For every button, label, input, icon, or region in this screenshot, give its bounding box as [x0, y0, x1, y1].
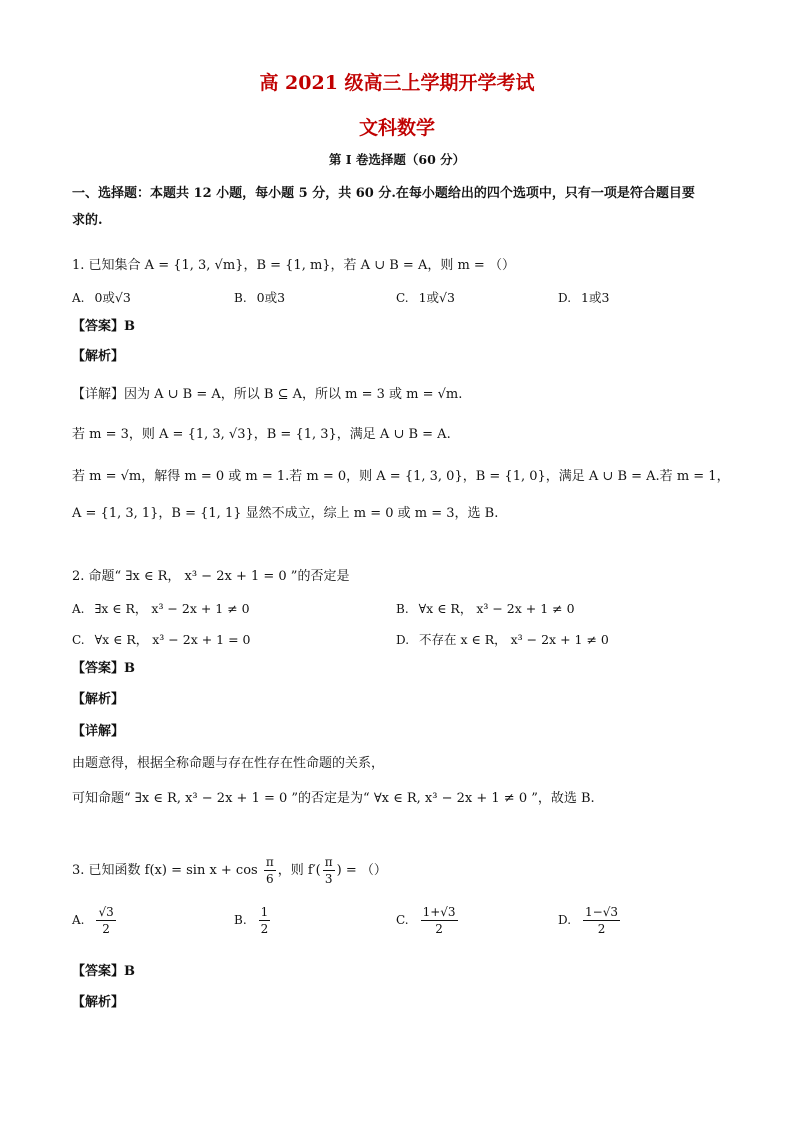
q1-option-a: [72, 288, 131, 306]
exam-title: 高 2021 级高三上学期开学考试: [259, 72, 535, 94]
q3-stem-fraction-1: [264, 856, 276, 885]
q2-detail-2: 可知命题“ ∃x ∈ R, x³ − 2x + 1 = 0 ”的否定是为“ ∀x ∈ R, x³ − 2x + 1 ≠ 0 ”，故选 B.: [72, 791, 595, 806]
instructions-line-2: 求的.: [72, 213, 103, 228]
instructions-line-1: 一、选择题：本题共 12 小题，每小题 5 分，共 60 分.在每小题给出的四个选项中，只有一项是符合题目要: [72, 186, 695, 201]
q3-option-a-den: 2: [102, 922, 110, 936]
q3-option-d-den: 2: [597, 922, 606, 936]
q1-detail-4: A = {1, 3, 1}，B = {1, 1} 显然不成立，综上 m = 0 或 m = 3，选 B.: [72, 506, 499, 521]
q1-detail-3: 若 m = √m，解得 m = 0 或 m = 1.若 m = 0，则 A = {1, 3, 0}，B = {1, 0}，满足 A ∪ B = A.若 m = 1，: [72, 469, 730, 484]
q3-option-b-fraction: [259, 906, 271, 935]
q3-option-b-den: 2: [260, 922, 269, 936]
exam-subject: 文科数学: [358, 117, 435, 139]
q2-detail-1: 由题意得，根据全称命题与存在性存在性命题的关系，: [72, 756, 385, 771]
q3-option-d-num: 1−√3: [585, 905, 618, 919]
q3-stem-fraction-2-num: π: [324, 855, 333, 869]
q3-stem-fraction-2: [323, 856, 335, 885]
q3-stem-prefix: 3. 已知函数 f(x) = sin x + cos: [72, 863, 258, 878]
q2-option-b-label: B.: [396, 602, 409, 616]
q2-stem: 2. 命题“ ∃x ∈ R， x³ − 2x + 1 = 0 ”的否定是: [72, 569, 350, 584]
q2-option-a-text: ∃x ∈ R， x³ − 2x + 1 ≠ 0: [94, 601, 250, 616]
q3-option-a-num: √3: [98, 905, 114, 919]
q3-stem-fraction-1-den: 6: [265, 872, 274, 886]
q3-stem-fraction-1-num: π: [265, 855, 274, 869]
q1-stem: 1. 已知集合 A = {1, 3, √m}，B = {1, m}，若 A ∪ B = A，则 m = （）: [72, 258, 515, 273]
q3-stem-mid: ，则 f′(: [277, 863, 321, 878]
q3-option-c-den: 2: [435, 922, 443, 936]
q2-option-c-text: ∀x ∈ R， x³ − 2x + 1 = 0: [94, 632, 251, 647]
q3-stem: [72, 856, 387, 885]
q3-option-d-fraction: [583, 906, 620, 935]
q3-option-d-label: D.: [558, 913, 572, 927]
q2-option-c: [72, 630, 251, 648]
q2-option-c-label: C.: [72, 633, 85, 647]
q1-option-d-label: D.: [558, 291, 572, 305]
q1-option-a-text: 0或√3: [94, 290, 131, 305]
q2-option-d: [396, 630, 609, 648]
q1-option-d-text: 1或3: [581, 290, 610, 305]
q2-analysis: 【解析】: [72, 692, 125, 707]
q1-detail-2: 若 m = 3，则 A = {1, 3, √3}，B = {1, 3}，满足 A ∪ B = A.: [72, 427, 451, 442]
q3-answer: 【答案】B: [72, 964, 135, 979]
q1-option-b-text: 0或3: [256, 290, 286, 305]
q2-detail-title: 【详解】: [72, 724, 125, 739]
q1-option-c-text: 1或√3: [418, 290, 455, 305]
q3-option-d: [558, 906, 622, 935]
q3-option-b-num: 1: [260, 905, 269, 919]
q3-option-a-label: A.: [72, 913, 85, 927]
q2-option-b-text: ∀x ∈ R， x³ − 2x + 1 ≠ 0: [418, 601, 575, 616]
q3-option-b: [234, 906, 272, 935]
q2-option-b: [396, 599, 575, 617]
q2-option-d-text: 不存在 x ∈ R， x³ − 2x + 1 ≠ 0: [419, 632, 609, 647]
q3-option-c-num: 1+√3: [422, 905, 456, 919]
q1-answer: 【答案】B: [72, 319, 135, 334]
q1-option-b: [234, 288, 285, 306]
q3-option-a-fraction: [96, 906, 115, 935]
q3-stem-suffix: ) = （）: [336, 863, 387, 878]
q2-option-a: [72, 599, 250, 617]
q2-option-a-label: A.: [72, 602, 85, 616]
q1-detail-1: 【详解】因为 A ∪ B = A，所以 B ⊆ A，所以 m = 3 或 m = √m.: [72, 387, 463, 402]
q3-analysis: 【解析】: [72, 995, 125, 1010]
q2-answer: 【答案】B: [72, 661, 135, 676]
q3-option-c-label: C.: [396, 913, 409, 927]
q3-option-a: [72, 906, 118, 935]
section-heading: 第 I 卷选择题（60 分）: [328, 152, 466, 167]
q3-option-b-label: B.: [234, 913, 247, 927]
q1-option-c-label: C.: [396, 291, 409, 305]
q1-option-b-label: B.: [234, 291, 247, 305]
q2-option-d-label: D.: [396, 633, 410, 647]
q1-option-a-label: A.: [72, 291, 85, 305]
q3-option-c-fraction: [421, 906, 458, 935]
q1-option-d: [558, 288, 609, 306]
q3-option-c: [396, 906, 460, 935]
q1-option-c: [396, 288, 455, 306]
q1-analysis: 【解析】: [72, 349, 125, 364]
q3-stem-fraction-2-den: 3: [324, 872, 333, 886]
